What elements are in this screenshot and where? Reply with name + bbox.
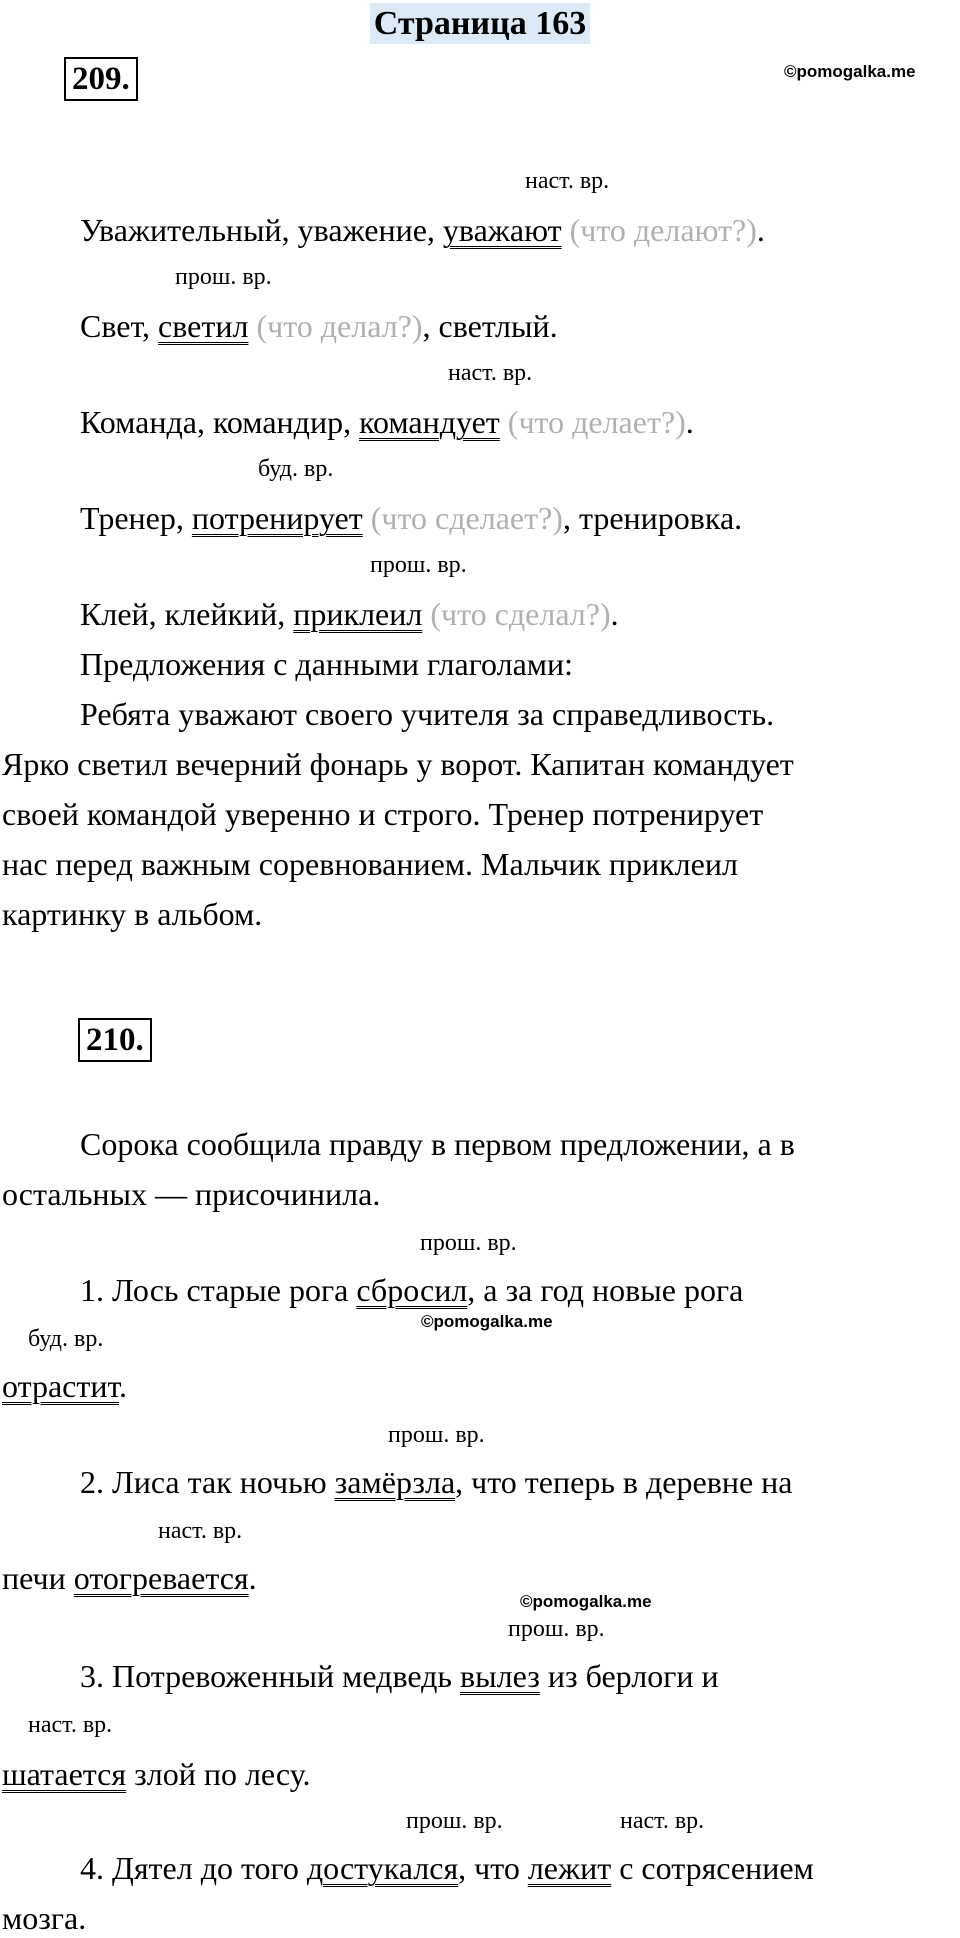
paragraph-line: нас перед важным соревнованием. Мальчик приклеил bbox=[2, 846, 738, 882]
tense-label: буд. вр. bbox=[258, 456, 334, 482]
tense-label: наст. вр. bbox=[620, 1808, 705, 1834]
intro-line: остальных — присочинила. bbox=[2, 1176, 381, 1212]
item-line: 1. Лось старые рога сбросил, а за год новые рога bbox=[80, 1272, 744, 1308]
tense-label: наст. вр. bbox=[525, 168, 610, 194]
watermark: ©pomogalka.me bbox=[784, 62, 916, 81]
paragraph-line: Ребята уважают своего учителя за справедливость. bbox=[80, 696, 775, 732]
item-line: отрастит. bbox=[2, 1368, 128, 1404]
paragraph-line: своей командой уверенно и строго. Тренер потренирует bbox=[2, 796, 764, 832]
intro-line: Сорока сообщила правду в первом предложении, а в bbox=[80, 1126, 795, 1162]
word-row: Тренер, потренирует (что сделает?), тренировка. bbox=[80, 500, 743, 536]
paragraph-line: картинку в альбом. bbox=[2, 896, 263, 932]
watermark: ©pomogalka.me bbox=[520, 1592, 652, 1611]
tense-label: прош. вр. bbox=[388, 1422, 485, 1448]
word-row: Уважительный, уважение, уважают (что делают?). bbox=[80, 212, 765, 248]
tense-label: прош. вр. bbox=[420, 1230, 517, 1256]
tense-label: наст. вр. bbox=[158, 1518, 243, 1544]
item-line: 2. Лиса так ночью замёрзла, что теперь в деревне на bbox=[80, 1464, 793, 1500]
item-line: шатается злой по лесу. bbox=[2, 1756, 311, 1792]
tense-label: прош. вр. bbox=[370, 552, 467, 578]
paragraph-line: Ярко светил вечерний фонарь у ворот. Капитан командует bbox=[2, 746, 794, 782]
item-line: 4. Дятел до того достукался, что лежит с сотрясением bbox=[80, 1850, 814, 1886]
item-line: мозга. bbox=[2, 1900, 87, 1936]
tense-label: прош. вр. bbox=[508, 1616, 605, 1642]
word-row: Клей, клейкий, приклеил (что сделал?). bbox=[80, 596, 619, 632]
exercise-number-209: 209. bbox=[64, 57, 138, 101]
word-row: Свет, светил (что делал?), светлый. bbox=[80, 308, 558, 344]
word-row: Команда, командир, командует (что делает?). bbox=[80, 404, 694, 440]
tense-label: буд. вр. bbox=[28, 1326, 104, 1352]
exercise-number-210: 210. bbox=[78, 1018, 152, 1062]
sentences-heading: Предложения с данными глаголами: bbox=[80, 646, 574, 682]
tense-label: наст. вр. bbox=[448, 360, 533, 386]
tense-label: прош. вр. bbox=[406, 1808, 503, 1834]
tense-label: наст. вр. bbox=[28, 1712, 113, 1738]
page-title: Страница 163 bbox=[0, 2, 960, 46]
item-line: печи отогревается. bbox=[2, 1560, 257, 1596]
tense-label: прош. вр. bbox=[175, 264, 272, 290]
item-line: 3. Потревоженный медведь вылез из берлоги и bbox=[80, 1658, 719, 1694]
watermark: ©pomogalka.me bbox=[421, 1312, 553, 1331]
